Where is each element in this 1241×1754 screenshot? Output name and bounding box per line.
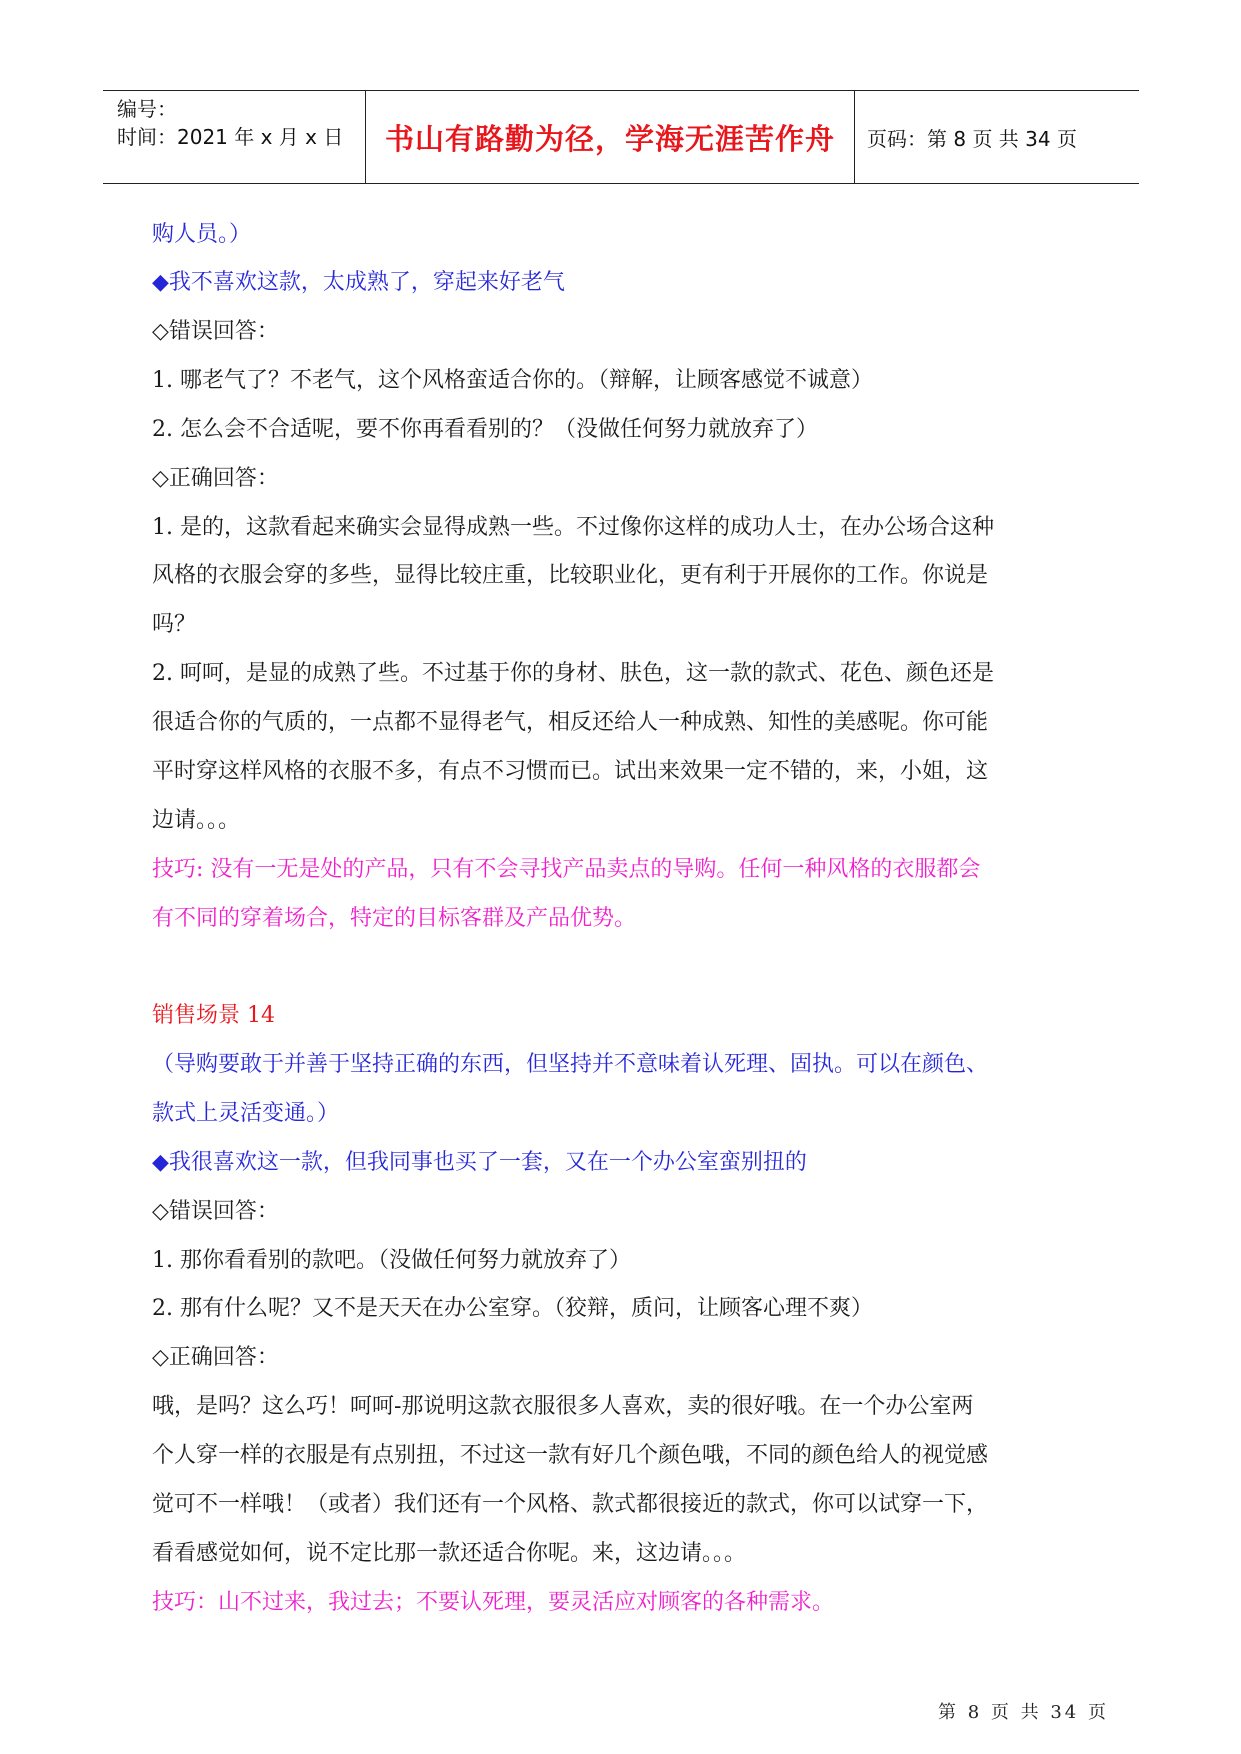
text-line: （导购要敢于并善于坚持正确的东西，但坚持并不意味着认死理、固执。可以在颜色、 <box>152 1052 989 1077</box>
text-line: 风格的衣服会穿的多些，显得比较庄重，比较职业化，更有利于开展你的工作。你说是 <box>152 563 989 588</box>
text-line: 哦，是吗？这么巧！呵呵-那说明这款衣服很多人喜欢，卖的很好哦。在一个办公室两 <box>152 1394 974 1419</box>
motto: 书山有路勤为径，学海无涯苦作舟 <box>384 121 835 156</box>
header-page-cell <box>855 91 1139 183</box>
question-line: ◆我不喜欢这款，太成熟了，穿起来好老气 <box>152 270 565 295</box>
correct-answer-heading: ◇正确回答： <box>152 1345 279 1370</box>
wrong-answer-heading: ◇错误回答： <box>152 319 279 344</box>
text-line: 2. 呵呵，是显的成熟了些。不过基于你的身材、肤色，这一款的款式、花色、颜色还是 <box>152 661 994 686</box>
text-line: 个人穿一样的衣服是有点别扭，不过这一款有好几个颜色哦，不同的颜色给人的视觉感 <box>152 1443 989 1468</box>
text-line: 1. 那你看看别的款吧。（没做任何努力就放弃了） <box>152 1248 631 1273</box>
question-line: ◆我很喜欢这一款，但我同事也买了一套，又在一个办公室蛮别扭的 <box>152 1150 807 1175</box>
correct-answer-heading: ◇正确回答： <box>152 466 279 491</box>
text-line: 1. 哪老气了？不老气，这个风格蛮适合你的。（辩解，让顾客感觉不诚意） <box>152 368 873 393</box>
header-meta-cell <box>103 91 365 183</box>
scene-title: 销售场景 14 <box>152 1003 275 1028</box>
text-line: 2. 怎么会不合适呢，要不你再看看别的？（没做任何努力就放弃了） <box>152 417 818 442</box>
text-line: 看看感觉如何，说不定比那一款还适合你呢。来，这边请。。。 <box>152 1541 747 1566</box>
text-line: 1. 是的，这款看起来确实会显得成熟一些。不过像你这样的成功人士，在办公场合这种 <box>152 515 994 540</box>
page-label: 页码：第 8 页 共 34 页 <box>867 126 1077 151</box>
tip-line: 有不同的穿着场合，特定的目标客群及产品优势。 <box>152 906 637 931</box>
number-label: 编号： <box>117 97 177 121</box>
tip-line: 技巧：山不过来，我过去；不要认死理，要灵活应对顾客的各种需求。 <box>152 1590 835 1615</box>
text-line: 吗？ <box>152 612 197 637</box>
time-label: 时间：2021 年 x 月 x 日 <box>117 125 344 149</box>
tip-line: 技巧: 没有一无是处的产品，只有不会寻找产品卖点的导购。任何一种风格的衣服都会 <box>152 857 981 882</box>
header-motto-cell <box>365 91 855 183</box>
page-footer: 第 8 页 共 34 页 <box>938 1702 1109 1723</box>
page-header <box>103 90 1139 184</box>
text-line: 购人员。） <box>152 222 252 247</box>
text-line: 款式上灵活变通。） <box>152 1101 340 1126</box>
text-line: 觉可不一样哦！（或者）我们还有一个风格、款式都很接近的款式，你可以试穿一下， <box>152 1492 989 1517</box>
text-line: 很适合你的气质的，一点都不显得老气，相反还给人一种成熟、知性的美感呢。你可能 <box>152 710 989 735</box>
text-line: 平时穿这样风格的衣服不多，有点不习惯而已。试出来效果一定不错的，来，小姐，这 <box>152 759 989 784</box>
text-line: 边请。。。 <box>152 808 241 833</box>
wrong-answer-heading: ◇错误回答： <box>152 1199 279 1224</box>
text-line: 2. 那有什么呢？又不是天天在办公室穿。（狡辩，质问，让顾客心理不爽） <box>152 1296 873 1321</box>
